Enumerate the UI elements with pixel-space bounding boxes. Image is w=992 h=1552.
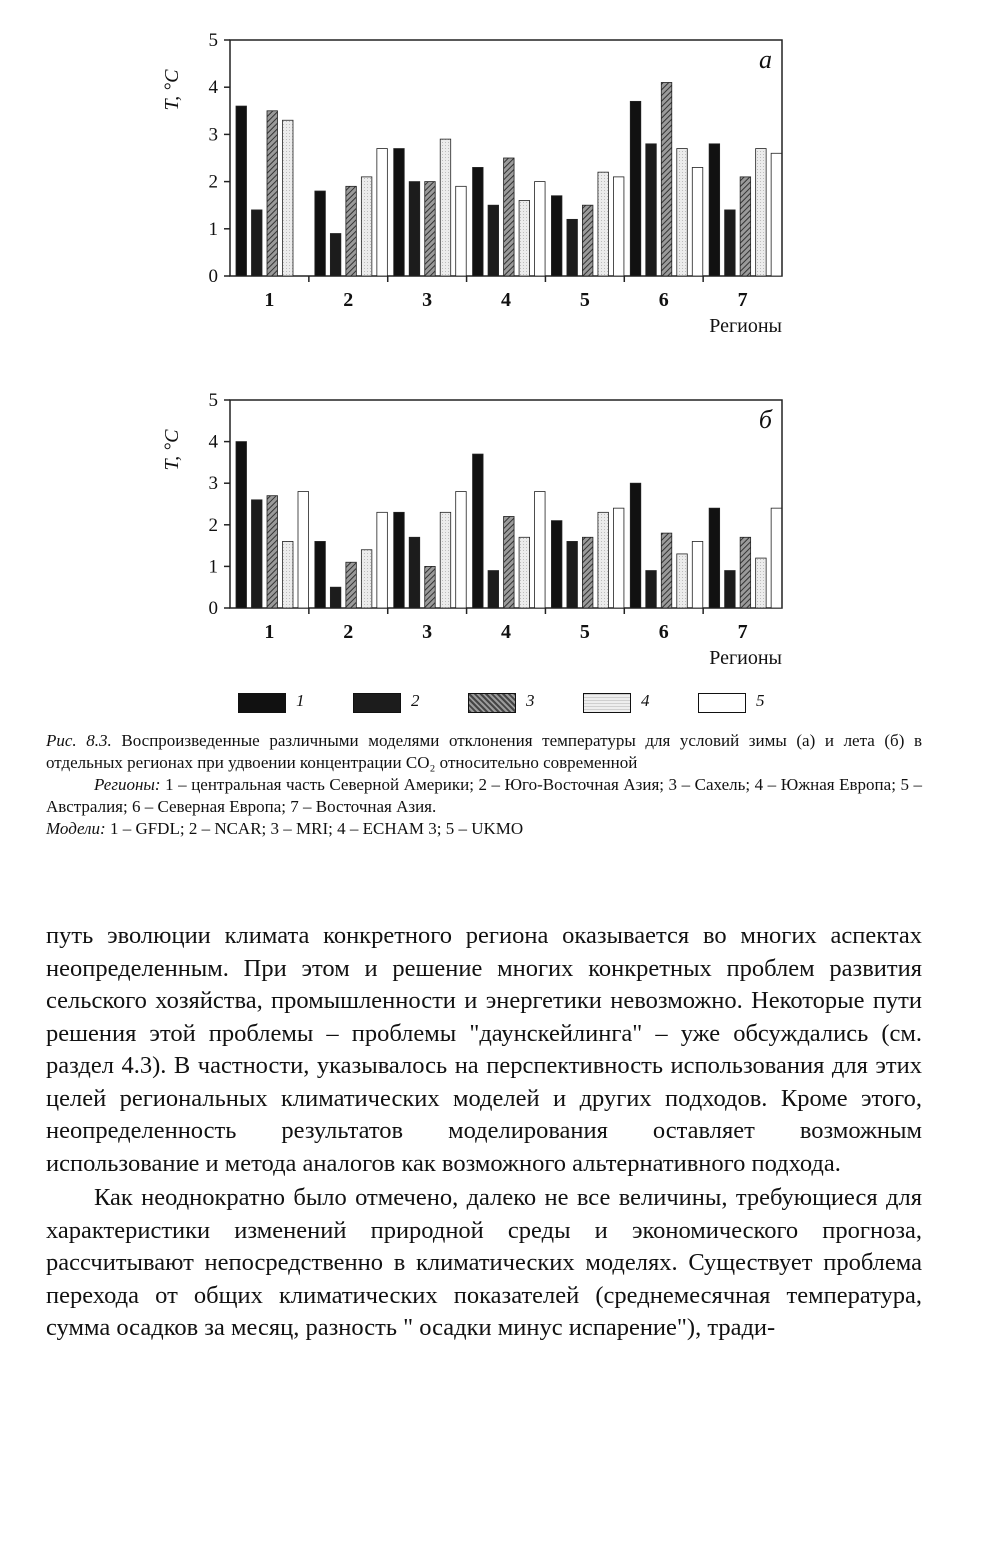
bar-series-1-region-3 bbox=[394, 512, 405, 608]
legend-label-5: 5 bbox=[756, 691, 765, 710]
bar-series-1-region-3 bbox=[394, 149, 405, 276]
caption-regions-text: 1 – центральная часть Северной Америки; 2 – Юго-Восточная Азия; 3 – Сахель; 4 – Южная Европа; 5 – Австралия; 6 – Северная Европа; 7 – Восточная Азия. bbox=[46, 775, 922, 816]
bar-series-3-region-6 bbox=[661, 533, 672, 608]
x-tick-label: 6 bbox=[658, 289, 669, 311]
bar-series-3-region-2 bbox=[346, 186, 357, 276]
bar-series-3-region-3 bbox=[425, 182, 436, 276]
x-tick-label: 4 bbox=[501, 289, 511, 311]
x-tick-label: 7 bbox=[737, 289, 748, 311]
bar-series-4-region-6 bbox=[677, 554, 688, 608]
bar-series-4-region-7 bbox=[756, 558, 767, 608]
bar-series-5-region-6 bbox=[692, 167, 703, 276]
x-tick-label: 1 bbox=[264, 621, 275, 643]
bar-series-1-region-6 bbox=[630, 483, 641, 608]
bar-series-1-region-1 bbox=[236, 442, 247, 608]
legend-swatch-2 bbox=[353, 693, 401, 713]
bar-series-1-region-1 bbox=[236, 106, 247, 276]
y-tick-label: 5 bbox=[208, 30, 218, 51]
bar-series-5-region-7 bbox=[771, 153, 782, 276]
bar-series-2-region-6 bbox=[646, 571, 657, 608]
y-tick-label: 1 bbox=[208, 556, 218, 578]
bar-series-5-region-2 bbox=[377, 149, 388, 276]
y-tick-label: 0 bbox=[208, 266, 218, 287]
legend-label-3: 3 bbox=[526, 691, 535, 710]
bar-series-4-region-1 bbox=[283, 541, 294, 608]
x-tick-label: 3 bbox=[422, 289, 433, 311]
bar-series-1-region-5 bbox=[551, 196, 562, 276]
legend-label-2: 2 bbox=[411, 691, 420, 710]
bar-series-5-region-2 bbox=[377, 512, 388, 608]
bar-series-5-region-4 bbox=[535, 492, 546, 608]
bar-series-1-region-7 bbox=[709, 144, 720, 276]
panel-label: б bbox=[758, 405, 772, 434]
bar-series-4-region-6 bbox=[677, 149, 688, 276]
x-tick-label: 1 bbox=[264, 289, 275, 311]
y-tick-label: 3 bbox=[208, 473, 218, 495]
bar-series-2-region-7 bbox=[725, 571, 736, 608]
bar-series-2-region-3 bbox=[409, 182, 420, 276]
legend-swatch-5 bbox=[698, 693, 746, 713]
caption-regions-label: Регионы: bbox=[94, 775, 161, 794]
bar-series-4-region-5 bbox=[598, 172, 609, 276]
bar-series-5-region-3 bbox=[456, 492, 467, 608]
caption-models-text: 1 – GFDL; 2 – NCAR; 3 – MRI; 4 – ECHAM 3; 5 – UKMO bbox=[109, 819, 524, 838]
bar-series-4-region-4 bbox=[519, 200, 530, 276]
bar-series-4-region-1 bbox=[283, 120, 294, 276]
chart-summer bbox=[150, 378, 810, 676]
plot-area bbox=[161, 30, 782, 337]
bar-series-3-region-6 bbox=[661, 82, 672, 276]
x-axis-label: Регионы bbox=[709, 315, 782, 337]
caption-models-label: Модели: bbox=[46, 819, 106, 838]
bar-series-4-region-7 bbox=[756, 149, 767, 276]
bar-series-2-region-1 bbox=[252, 500, 263, 608]
bar-series-2-region-7 bbox=[725, 210, 736, 276]
x-tick-label: 5 bbox=[579, 289, 590, 311]
panel-label: а bbox=[759, 45, 772, 74]
bar-series-2-region-4 bbox=[488, 571, 499, 608]
legend-label-4: 4 bbox=[641, 691, 650, 710]
bar-series-1-region-6 bbox=[630, 101, 641, 276]
x-tick-label: 3 bbox=[422, 621, 433, 643]
bar-series-5-region-3 bbox=[456, 186, 467, 276]
caption-models bbox=[46, 818, 922, 840]
bar-series-3-region-5 bbox=[582, 205, 593, 276]
bar-series-2-region-2 bbox=[330, 234, 341, 276]
caption-fig-label: Рис. 8.3. bbox=[46, 731, 112, 750]
legend-label-1: 1 bbox=[296, 691, 305, 710]
x-axis-label: Регионы bbox=[709, 647, 782, 669]
bar-series-5-region-5 bbox=[613, 508, 624, 608]
y-tick-label: 4 bbox=[208, 431, 218, 453]
bar-series-4-region-3 bbox=[440, 512, 451, 608]
x-tick-label: 5 bbox=[579, 621, 590, 643]
bar-series-3-region-4 bbox=[504, 516, 514, 608]
chart-legend bbox=[238, 690, 798, 720]
y-tick-label: 0 bbox=[208, 598, 218, 619]
bar-series-2-region-5 bbox=[567, 541, 578, 608]
paragraph-2: Как неоднократно было отмечено, далеко не все величины, требующиеся для характеристики изменений природной среды и экономического прогноза, рассчитывают непосредственно в климатических моделях. Существует проблема перехода от общих климатических показателей (среднемесячная температура, сумма осадков за месяц, разность " осадки минус испарение"), тради- bbox=[46, 1184, 922, 1341]
y-tick-label: 2 bbox=[208, 514, 218, 536]
bar-series-3-region-2 bbox=[346, 562, 357, 608]
bar-series-3-region-4 bbox=[504, 158, 514, 276]
caption-title bbox=[46, 730, 922, 774]
bar-series-3-region-1 bbox=[267, 496, 278, 608]
y-axis-label: T, °C bbox=[161, 69, 183, 111]
bar-series-2-region-3 bbox=[409, 537, 420, 608]
bar-series-3-region-1 bbox=[267, 111, 278, 276]
y-axis-label: T, °C bbox=[161, 429, 183, 471]
x-tick-label: 7 bbox=[737, 621, 748, 643]
y-tick-label: 5 bbox=[208, 390, 218, 411]
bar-series-4-region-5 bbox=[598, 512, 609, 608]
x-tick-label: 4 bbox=[501, 621, 511, 643]
bar-series-4-region-2 bbox=[361, 177, 372, 276]
bar-series-4-region-2 bbox=[361, 550, 372, 608]
bar-series-1-region-7 bbox=[709, 508, 720, 608]
x-tick-label: 2 bbox=[343, 621, 354, 643]
body-text bbox=[46, 920, 922, 1345]
y-tick-label: 4 bbox=[208, 77, 218, 99]
bar-series-1-region-5 bbox=[551, 521, 562, 608]
caption-line1: Воспроизведенные различными моделями отклонения температуры для условий зимы (а) и лета (б) в отдельных регионах при удвоении концентрации CO₂ относительно современной bbox=[46, 731, 923, 772]
bar-series-1-region-4 bbox=[473, 167, 484, 276]
y-tick-label: 2 bbox=[208, 171, 218, 193]
bar-series-1-region-4 bbox=[473, 454, 484, 608]
bar-series-3-region-3 bbox=[425, 566, 436, 608]
bar-series-2-region-6 bbox=[646, 144, 657, 276]
bar-series-2-region-1 bbox=[252, 210, 263, 276]
paragraph-1: путь эволюции климата конкретного региона оказывается во многих аспектах неопределенным. При этом и решение многих конкретных проблем развития сельского хозяйства, промышленности и энергетики невозможно. Некоторые пути решения этой проблемы – проблемы "даунскейлинга" – уже обсуждались (см. раздел 4.3). В частности, указывалось на перспективность использования для этих целей региональных климатических моделей и других подходов. Кроме этого, неопределенность результатов моделирования оставляет возможным использование и метода аналогов как возможного альтернативного подхода. bbox=[46, 922, 922, 1177]
bar-series-5-region-7 bbox=[771, 508, 782, 608]
plot-area bbox=[161, 390, 782, 669]
legend-swatch-3 bbox=[468, 693, 516, 713]
bar-series-2-region-5 bbox=[567, 219, 578, 276]
y-tick-label: 3 bbox=[208, 124, 218, 146]
caption-regions bbox=[46, 774, 922, 818]
bar-series-1-region-2 bbox=[315, 541, 326, 608]
figure-caption bbox=[46, 730, 922, 840]
bar-series-3-region-5 bbox=[582, 537, 593, 608]
legend-swatch-4 bbox=[583, 693, 631, 713]
bar-series-5-region-1 bbox=[298, 492, 309, 608]
bar-series-5-region-4 bbox=[535, 182, 546, 276]
bar-series-2-region-4 bbox=[488, 205, 499, 276]
x-tick-label: 6 bbox=[658, 621, 669, 643]
y-tick-label: 1 bbox=[208, 218, 218, 240]
bar-series-1-region-2 bbox=[315, 191, 326, 276]
legend-swatch-1 bbox=[238, 693, 286, 713]
bar-series-5-region-5 bbox=[613, 177, 624, 276]
bar-series-2-region-2 bbox=[330, 587, 341, 608]
bar-series-5-region-6 bbox=[692, 541, 703, 608]
bar-series-4-region-3 bbox=[440, 139, 451, 276]
bar-series-4-region-4 bbox=[519, 537, 530, 608]
chart-winter bbox=[150, 18, 810, 348]
bar-series-3-region-7 bbox=[740, 177, 751, 276]
bar-series-3-region-7 bbox=[740, 537, 751, 608]
x-tick-label: 2 bbox=[343, 289, 354, 311]
